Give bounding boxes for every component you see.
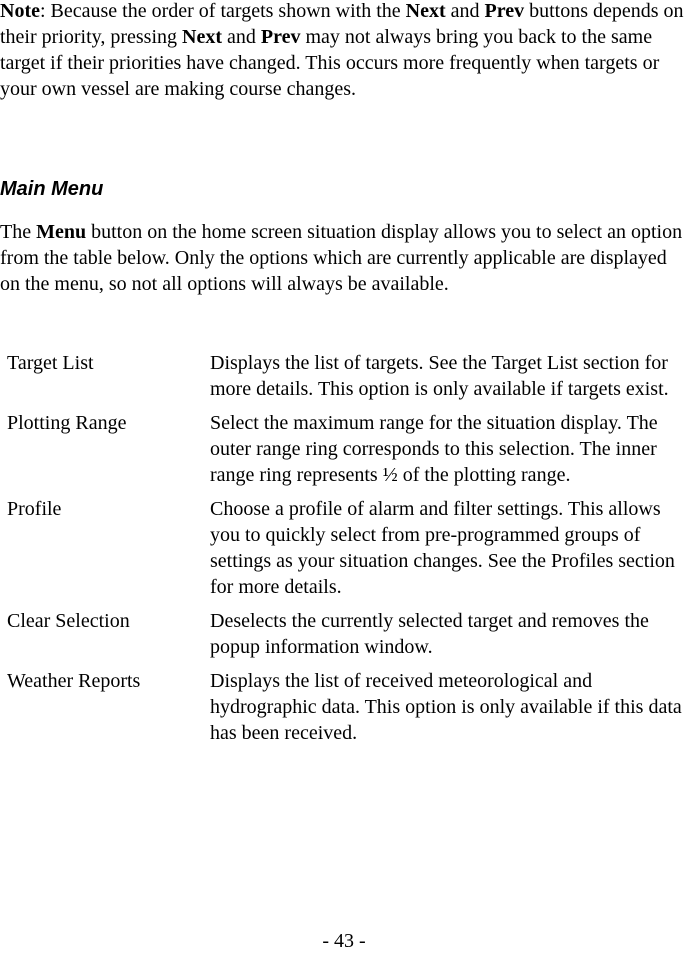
next-keyword: Next bbox=[182, 26, 222, 48]
prev-keyword: Prev bbox=[260, 26, 301, 48]
menu-option-term: Clear Selection bbox=[7, 610, 130, 632]
menu-option-row bbox=[7, 668, 688, 746]
menu-option-row bbox=[7, 350, 688, 402]
menu-option-description: Displays the list of received meteorological and hydrographic data. This option is only available if this data has been received. bbox=[210, 670, 682, 744]
note-label: Note bbox=[0, 0, 40, 22]
menu-option-row bbox=[7, 410, 688, 488]
menu-option-description: Choose a profile of alarm and filter settings. This allows you to quickly select from pre-programmed groups of settings as your situation changes. See the Profiles section for more details. bbox=[210, 498, 675, 598]
next-keyword: Next bbox=[405, 0, 446, 22]
menu-option-description: Select the maximum range for the situation display. The outer range ring corresponds to this selection. The inner range ring represents ½ of the plotting range. bbox=[210, 412, 658, 486]
menu-option-term: Target List bbox=[7, 352, 94, 374]
menu-keyword: Menu bbox=[36, 221, 87, 243]
prev-keyword: Prev bbox=[484, 0, 525, 22]
menu-option-term: Profile bbox=[7, 498, 62, 520]
menu-option-description: Deselects the currently selected target and removes the popup information window. bbox=[210, 610, 649, 658]
note-text: and bbox=[445, 0, 485, 22]
note-paragraph bbox=[0, 0, 688, 102]
page-number: - 43 - bbox=[322, 930, 366, 952]
menu-option-description: Displays the list of targets. See the Target List section for more details. This option is only available if targets exist. bbox=[210, 352, 669, 400]
section-heading: Main Menu bbox=[0, 178, 104, 200]
note-text: and bbox=[222, 26, 261, 48]
intro-text: The bbox=[0, 221, 37, 243]
note-text: : Because the order of targets shown with the bbox=[39, 0, 406, 22]
menu-option-row bbox=[7, 608, 688, 660]
menu-option-term: Weather Reports bbox=[7, 670, 141, 692]
menu-option-term: Plotting Range bbox=[7, 412, 127, 434]
intro-text: button on the home screen situation display allows you to select an option from the table below. Only the options which are currently applicable are displayed on the menu, so not all options will always be available. bbox=[0, 221, 683, 295]
intro-paragraph bbox=[0, 219, 688, 297]
menu-option-row bbox=[7, 496, 688, 600]
note-text: may not always bring you back to the same target if their priorities have changed. This occurs more frequently when targets or your own vessel are making course changes. bbox=[0, 26, 660, 100]
note-text: buttons depends on their priority, pressing bbox=[0, 0, 684, 48]
menu-options-table bbox=[7, 350, 688, 754]
